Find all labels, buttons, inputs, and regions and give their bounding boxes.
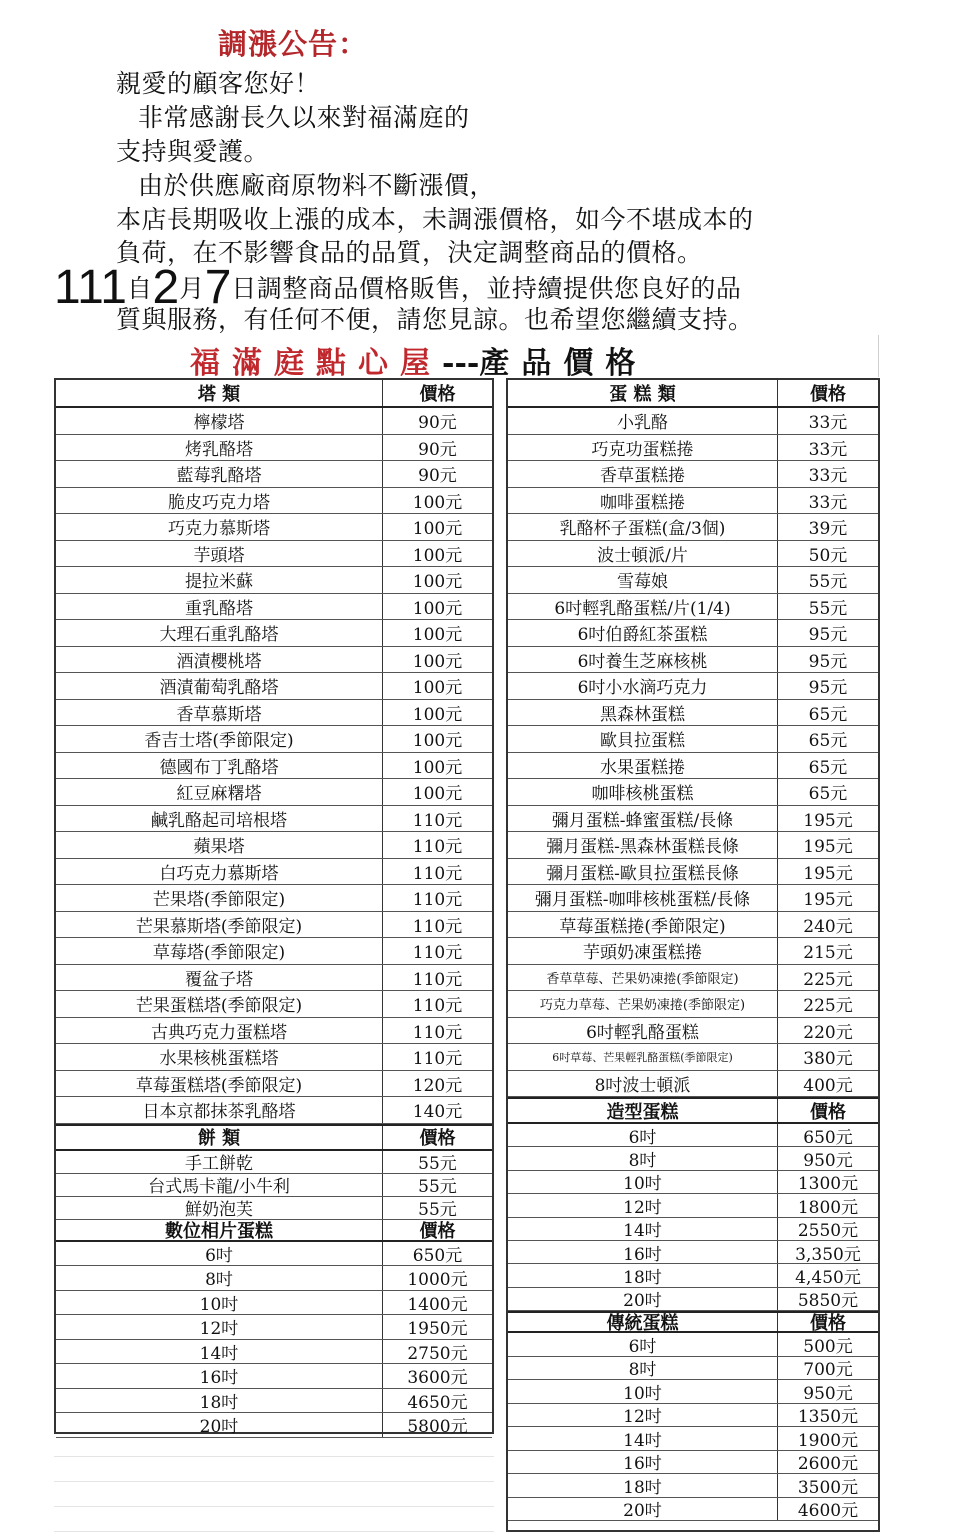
notice-day: 7: [204, 261, 232, 314]
table-row: [508, 1018, 878, 1045]
table-row: [56, 1291, 492, 1316]
cakes-header-price: 價格: [810, 384, 846, 405]
notice-line-8: 質與服務，有任何不便，請您見諒。也希望您繼續支持。: [116, 305, 754, 334]
table-row: [56, 541, 492, 568]
table-row: [56, 859, 492, 886]
table-row: [508, 1218, 878, 1241]
item-price: 65元: [808, 731, 848, 752]
item-price: 225元: [803, 969, 853, 990]
table-row: [56, 1071, 492, 1098]
table-row: [508, 779, 878, 806]
item-name: 12吋: [56, 1315, 383, 1339]
item-name: 6吋養生芝麻核桃: [508, 647, 778, 673]
item-price: 1300元: [797, 1174, 859, 1194]
item-price: 4,450元: [795, 1268, 861, 1287]
table-row: [508, 832, 878, 859]
shaped-cakes-header-price: 價格: [810, 1101, 846, 1122]
item-name: 草莓蛋糕塔(季節限定): [56, 1071, 383, 1097]
cookies-header-price: 價格: [419, 1128, 456, 1149]
item-name: 水果核桃蛋糕塔: [56, 1044, 383, 1070]
item-name: 香草慕斯塔: [56, 700, 383, 726]
item-name: 咖啡核桃蛋糕: [508, 779, 778, 805]
item-name: 德國布丁乳酪塔: [56, 753, 383, 779]
item-price: 195元: [803, 863, 853, 884]
item-name: 8吋波士頓派: [508, 1071, 778, 1097]
item-price: 100元: [412, 545, 463, 566]
item-price: 140元: [412, 1102, 463, 1123]
traditional-cakes-header-price: 價格: [810, 1313, 846, 1332]
item-name: 水果蛋糕捲: [508, 753, 778, 779]
table-row: [508, 938, 878, 965]
item-name: 10吋: [508, 1171, 778, 1193]
item-name: 6吋草莓、芒果輕乳酪蛋糕(季節限定): [508, 1044, 778, 1070]
table-row: [508, 567, 878, 594]
item-name: 雪莓娘: [508, 567, 778, 593]
item-name: 10吋: [508, 1380, 778, 1403]
item-name: 芒果慕斯塔(季節限定): [56, 912, 383, 938]
item-price: 110元: [412, 890, 463, 911]
item-price: 33元: [808, 413, 848, 434]
empty-grid-area: [54, 1432, 494, 1532]
table-row: [508, 700, 878, 727]
cookies-header-label: 餅 類: [56, 1126, 383, 1149]
item-price: 1800元: [797, 1197, 859, 1217]
table-row: [508, 673, 878, 700]
item-price: 95元: [808, 651, 848, 672]
table-row: [508, 1194, 878, 1217]
item-name: 歐貝拉蛋糕: [508, 726, 778, 752]
table-row: [56, 1266, 492, 1291]
item-price: 55元: [418, 1200, 457, 1219]
item-name: 6吋: [56, 1242, 383, 1266]
table-row: [508, 1404, 878, 1428]
table-row: [56, 647, 492, 674]
table-row: [508, 408, 878, 435]
item-name: 彌月蛋糕-黑森林蛋糕長條: [508, 832, 778, 858]
notice-text-zi: 自: [126, 274, 153, 303]
table-row: [508, 1427, 878, 1451]
item-price: 220元: [803, 1022, 853, 1043]
item-name: 20吋: [56, 1413, 383, 1437]
table-row: [508, 1044, 878, 1071]
item-name: 咖啡蛋糕捲: [508, 488, 778, 514]
table-row: [56, 806, 492, 833]
item-price: 110元: [412, 969, 463, 990]
item-price: 55元: [808, 572, 848, 593]
item-price: 65元: [808, 784, 848, 805]
table-row: [508, 488, 878, 515]
item-price: 110元: [412, 810, 463, 831]
item-price: 110元: [412, 837, 463, 858]
item-price: 215元: [803, 943, 853, 964]
table-row: [508, 1124, 878, 1147]
item-price: 55元: [808, 598, 848, 619]
item-name: 6吋小水滴巧克力: [508, 673, 778, 699]
table-row: [508, 1171, 878, 1194]
table-row: [508, 1241, 878, 1264]
item-name: 手工餅乾: [56, 1151, 383, 1173]
item-name: 14吋: [508, 1427, 778, 1450]
shop-name: 福滿庭點心屋: [190, 346, 442, 381]
item-name: 8吋: [508, 1357, 778, 1380]
item-price: 100元: [412, 625, 463, 646]
item-price: 110元: [412, 916, 463, 937]
table-row: [56, 912, 492, 939]
item-name: 白巧克力慕斯塔: [56, 859, 383, 885]
item-name: 草莓蛋糕捲(季節限定): [508, 912, 778, 938]
table-row: [56, 1242, 492, 1267]
table-row: [508, 435, 878, 462]
item-price: 500元: [803, 1336, 853, 1356]
item-price: 100元: [412, 492, 463, 513]
table-row: [56, 1044, 492, 1071]
item-name: 12吋: [508, 1404, 778, 1427]
traditional-cakes-header-label: 傳統蛋糕: [508, 1313, 778, 1331]
item-price: 4650元: [407, 1392, 468, 1412]
table-row: [56, 567, 492, 594]
item-name: 6吋伯爵紅茶蛋糕: [508, 620, 778, 646]
item-name: 古典巧克力蛋糕塔: [56, 1018, 383, 1044]
item-name: 草莓塔(季節限定): [56, 938, 383, 964]
photo-cakes-header-label: 數位相片蛋糕: [56, 1220, 383, 1240]
table-row: [56, 938, 492, 965]
item-name: 彌月蛋糕-蜂蜜蛋糕/長條: [508, 806, 778, 832]
table-row: [508, 965, 878, 992]
table-row: [56, 1151, 492, 1174]
item-price: 4600元: [797, 1501, 859, 1521]
table-row: [56, 965, 492, 992]
cakes-header-label: 蛋 糕 類: [508, 380, 778, 406]
notice-line-5: 本店長期吸收上漲的成本，未調漲價格，如今不堪成本的: [116, 205, 754, 234]
item-name: 提拉米蘇: [56, 567, 383, 593]
cakes-header-row: [508, 380, 878, 408]
item-name: 8吋: [508, 1147, 778, 1169]
table-row: [508, 541, 878, 568]
item-price: 110元: [412, 1049, 463, 1070]
item-price: 55元: [418, 1154, 457, 1173]
item-price: 100元: [412, 704, 463, 725]
item-name: 芋頭塔: [56, 541, 383, 567]
notice-text-yue: 月: [179, 274, 205, 303]
item-name: 18吋: [508, 1264, 778, 1286]
table-row: [56, 1364, 492, 1389]
table-row: [56, 700, 492, 727]
cookies-header-row: [56, 1124, 492, 1151]
shaped-cakes-header-row: [508, 1097, 878, 1124]
table-row: [508, 991, 878, 1018]
item-price: 100元: [412, 651, 463, 672]
item-price: 90元: [418, 466, 457, 487]
item-name: 紅豆麻糬塔: [56, 779, 383, 805]
item-price: 33元: [808, 439, 848, 460]
table-row: [508, 461, 878, 488]
item-name: 彌月蛋糕-歐貝拉蛋糕長條: [508, 859, 778, 885]
item-price: 700元: [803, 1360, 853, 1380]
item-price: 100元: [412, 598, 463, 619]
notice-line-1: 親愛的顧客您好！: [116, 69, 321, 98]
item-name: 酒漬櫻桃塔: [56, 647, 383, 673]
right-price-table: [506, 378, 880, 1532]
table-row: [56, 1340, 492, 1365]
photo-cakes-header-price: 價格: [419, 1220, 456, 1240]
item-name: 14吋: [56, 1340, 383, 1364]
item-name: 波士頓派/片: [508, 541, 778, 567]
item-price: 110元: [412, 863, 463, 884]
item-name: 藍莓乳酪塔: [56, 461, 383, 487]
table-row: [56, 1389, 492, 1414]
item-name: 6吋輕乳酪蛋糕: [508, 1018, 778, 1044]
item-name: 小乳酪: [508, 408, 778, 434]
item-price: 195元: [803, 890, 853, 911]
item-price: 120元: [412, 1075, 463, 1096]
table-row: [56, 1097, 492, 1124]
notice-line-3: 支持與愛護。: [116, 137, 270, 166]
notice-line-4: 由於供應廠商原物料不斷漲價，: [138, 171, 496, 200]
item-price: 240元: [803, 916, 853, 937]
item-name: 香草蛋糕捲: [508, 461, 778, 487]
item-price: 950元: [803, 1151, 853, 1170]
item-name: 黑森林蛋糕: [508, 700, 778, 726]
item-price: 110元: [412, 1022, 463, 1043]
table-row: [56, 1174, 492, 1197]
item-price: 100元: [412, 678, 463, 699]
title-dash: ---: [442, 346, 480, 381]
table-row: [508, 859, 878, 886]
item-name: 8吋: [56, 1266, 383, 1290]
item-name: 日本京都抹茶乳酪塔: [56, 1097, 383, 1123]
divider: [878, 335, 879, 377]
item-price: 225元: [803, 996, 853, 1017]
table-row: [508, 1333, 878, 1357]
item-name: 6吋輕乳酪蛋糕/片(1/4): [508, 594, 778, 620]
item-name: 巧克功蛋糕捲: [508, 435, 778, 461]
item-price: 195元: [803, 810, 853, 831]
item-price: 1900元: [797, 1430, 859, 1450]
table-row: [508, 912, 878, 939]
table-row: [56, 726, 492, 753]
item-price: 95元: [808, 625, 848, 646]
item-name: 芋頭奶凍蛋糕捲: [508, 938, 778, 964]
item-price: 950元: [803, 1383, 853, 1403]
item-name: 20吋: [508, 1288, 778, 1310]
item-price: 65元: [808, 757, 848, 778]
item-price: 90元: [418, 439, 457, 460]
item-price: 1000元: [407, 1270, 468, 1290]
table-row: [56, 594, 492, 621]
table-row: [508, 647, 878, 674]
tarts-header-label: 塔 類: [56, 380, 383, 406]
table-row: [56, 408, 492, 435]
table-row: [56, 1018, 492, 1045]
table-row: [508, 514, 878, 541]
item-price: 100元: [412, 757, 463, 778]
item-name: 鹹乳酪起司培根塔: [56, 806, 383, 832]
item-name: 10吋: [56, 1291, 383, 1315]
item-price: 65元: [808, 704, 848, 725]
item-price: 33元: [808, 466, 848, 487]
table-row: [508, 1071, 878, 1098]
table-row: [508, 753, 878, 780]
traditional-cakes-header-row: [508, 1311, 878, 1333]
item-name: 芒果蛋糕塔(季節限定): [56, 991, 383, 1017]
item-name: 酒漬葡萄乳酪塔: [56, 673, 383, 699]
item-price: 650元: [412, 1245, 463, 1265]
item-price: 39元: [808, 519, 848, 540]
table-row: [56, 779, 492, 806]
item-name: 台式馬卡龍/小牛利: [56, 1174, 383, 1196]
item-name: 芒果塔(季節限定): [56, 885, 383, 911]
item-name: 6吋: [508, 1333, 778, 1356]
shaped-cakes-header-label: 造型蛋糕: [508, 1099, 778, 1122]
item-name: 檸檬塔: [56, 408, 383, 434]
table-row: [508, 806, 878, 833]
table-row: [508, 1474, 878, 1498]
item-name: 乳酪杯子蛋糕(盒/3個): [508, 514, 778, 540]
item-price: 1400元: [407, 1294, 468, 1314]
item-name: 18吋: [56, 1389, 383, 1413]
item-price: 110元: [412, 996, 463, 1017]
item-price: 110元: [412, 943, 463, 964]
item-price: 400元: [803, 1075, 853, 1096]
item-name: 蘋果塔: [56, 832, 383, 858]
table-row: [508, 594, 878, 621]
table-row: [508, 1451, 878, 1475]
price-list-title: [190, 338, 647, 382]
table-row: [56, 753, 492, 780]
table-row: [56, 461, 492, 488]
notice-title: 調漲公告：: [218, 27, 369, 61]
item-name: 香吉士塔(季節限定): [56, 726, 383, 752]
table-row: [56, 1197, 492, 1220]
photo-cakes-header-row: [56, 1220, 492, 1242]
table-row: [56, 885, 492, 912]
table-row: [56, 514, 492, 541]
table-row: [508, 1498, 878, 1522]
table-row: [508, 1380, 878, 1404]
notice-month: 2: [152, 261, 180, 314]
item-name: 14吋: [508, 1218, 778, 1240]
item-price: 3600元: [407, 1368, 468, 1388]
table-row: [56, 991, 492, 1018]
item-name: 彌月蛋糕-咖啡核桃蛋糕/長條: [508, 885, 778, 911]
item-name: 烤乳酪塔: [56, 435, 383, 461]
item-price: 2550元: [797, 1221, 859, 1240]
notice-line-2: 非常感謝長久以來對福滿庭的: [138, 103, 470, 132]
item-price: 100元: [412, 784, 463, 805]
table-row: [508, 1288, 878, 1311]
item-price: 3,350元: [795, 1244, 861, 1264]
item-price: 1950元: [407, 1319, 468, 1339]
item-price: 100元: [412, 731, 463, 752]
table-row: [508, 1147, 878, 1170]
table-row: [56, 832, 492, 859]
price-list-subtitle: 產品價格: [479, 346, 648, 381]
item-price: 3500元: [797, 1477, 859, 1497]
item-name: 香草草莓、芒果奶凍捲(季節限定): [508, 965, 778, 991]
item-name: 18吋: [508, 1474, 778, 1497]
item-price: 50元: [808, 545, 848, 566]
item-price: 195元: [803, 837, 853, 858]
item-price: 90元: [418, 413, 457, 434]
item-name: 16吋: [508, 1241, 778, 1263]
table-row: [508, 1357, 878, 1381]
item-name: 覆盆子塔: [56, 965, 383, 991]
item-price: 5800元: [407, 1417, 468, 1437]
table-row: [56, 1315, 492, 1340]
item-name: 16吋: [56, 1364, 383, 1388]
table-row: [508, 620, 878, 647]
table-row: [56, 488, 492, 515]
table-row: [508, 885, 878, 912]
notice-text-rest: 日調整商品價格販售，並持續提供您良好的品: [231, 274, 742, 303]
notice-line-6: 負荷，在不影響食品的品質，決定調整商品的價格。: [116, 238, 703, 267]
price-increase-notice: [0, 0, 960, 335]
table-row: [56, 673, 492, 700]
item-name: 20吋: [508, 1498, 778, 1521]
notice-year: 111: [54, 261, 127, 314]
item-name: 大理石重乳酪塔: [56, 620, 383, 646]
item-name: 巧克力慕斯塔: [56, 514, 383, 540]
item-price: 100元: [412, 519, 463, 540]
item-price: 1350元: [797, 1407, 859, 1427]
item-price: 2750元: [407, 1343, 468, 1363]
item-price: 100元: [412, 572, 463, 593]
item-price: 33元: [808, 492, 848, 513]
item-name: 脆皮巧克力塔: [56, 488, 383, 514]
item-name: 6吋: [508, 1124, 778, 1146]
item-price: 55元: [418, 1177, 457, 1196]
item-price: 2600元: [797, 1454, 859, 1474]
table-row: [56, 435, 492, 462]
item-name: 重乳酪塔: [56, 594, 383, 620]
item-price: 5850元: [797, 1291, 859, 1311]
left-price-table: [54, 378, 494, 1437]
table-row: [56, 620, 492, 647]
item-price: 380元: [803, 1049, 853, 1070]
item-price: 95元: [808, 678, 848, 699]
item-name: 巧克力草莓、芒果奶凍捲(季節限定): [508, 991, 778, 1017]
item-name: 12吋: [508, 1194, 778, 1216]
item-name: 鮮奶泡芙: [56, 1197, 383, 1219]
table-row: [508, 726, 878, 753]
tarts-header-row: [56, 380, 492, 408]
tarts-header-price: 價格: [419, 384, 456, 405]
item-price: 650元: [803, 1127, 853, 1147]
item-name: 16吋: [508, 1451, 778, 1474]
table-row: [508, 1264, 878, 1287]
